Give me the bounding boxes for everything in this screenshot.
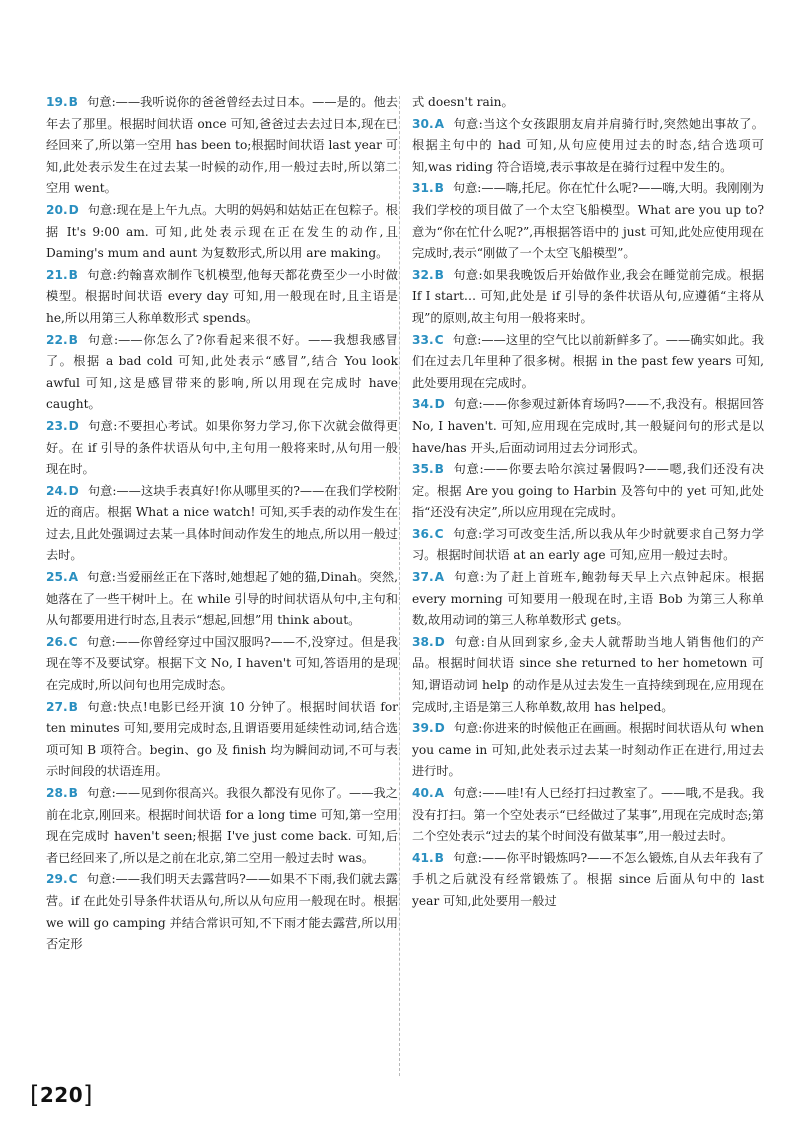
right-column [412, 92, 764, 913]
question-number: 24. [46, 483, 68, 498]
answer-item [412, 632, 764, 718]
answer-letter: B [68, 699, 78, 714]
explanation-text: 句意:你进来的时候他正在画画。根据时间状语从句 when you came in 可知,此处表示过去某一时刻动作正在进行,用过去进行时。 [412, 721, 764, 779]
page-number-value: 220 [39, 1083, 84, 1107]
answer-letter: C [68, 634, 78, 649]
answer-item [412, 718, 764, 783]
explanation-text: 句意:不要担心考试。如果你努力学习,你下次就会做得更好。在 if 引导的条件状语从句中,主句用一般将来时,从句用一般现在时。 [46, 418, 398, 477]
explanation-text: 句意:——你曾经穿过中国汉服吗?——不,没穿过。但是我现在等不及要试穿。根据下文 No, I haven't 可知,答语用的是现在完成时,所以问句也用完成时态。 [46, 634, 398, 693]
answer-item [412, 783, 764, 848]
answer-item [412, 848, 764, 913]
answer-item [46, 632, 398, 697]
explanation-text: 句意:现在是上午九点。大明的妈妈和姑姑正在包粽子。根据 It's 9:00 am. 可知,此处表示现在正在发生的动作,且 Daming's mum and aunt 为复数形式,所以用 are making。 [46, 202, 398, 261]
question-number: 25. [46, 570, 68, 585]
answer-letter: B [434, 181, 444, 196]
answer-item [46, 697, 398, 783]
answer-letter: B [68, 95, 78, 109]
answer-item [412, 265, 764, 330]
question-number: 41. [412, 850, 434, 865]
question-number: 39. [412, 721, 434, 736]
question-number: 40. [412, 786, 434, 800]
question-number: 22. [46, 332, 68, 347]
explanation-text: 句意:——我们明天去露营吗?——如果不下雨,我们就去露营。if 在此处引导条件状语从句,所以从句应用一般现在时。根据 we will go camping 并结合常识可知,不下雨才能去露营,所以用否定形 [46, 872, 398, 952]
question-number: 35. [412, 462, 434, 477]
left-column [46, 92, 398, 956]
answer-item [412, 330, 764, 395]
answer-letter: B [434, 267, 444, 282]
answer-item [46, 265, 398, 330]
explanation-text: 句意:——你怎么了?你看起来很不好。——我想我感冒了。根据 a bad cold 可知,此处表示“感冒”,结合 You look awful 可知,这是感冒带来的影响,所以用现在完成时 have caught。 [46, 332, 398, 412]
answer-letter: D [434, 634, 445, 649]
answer-item [412, 459, 764, 524]
answer-letter: D [68, 202, 79, 217]
answer-item [412, 114, 764, 179]
answer-letter: B [434, 850, 444, 865]
explanation-text: 句意:——这里的空气比以前新鲜多了。——确实如此。我们在过去几年里种了很多树。根据 in the past few years 可知,此处要用现在完成时。 [412, 332, 764, 390]
explanation-text: 句意:当爱丽丝正在下落时,她想起了她的猫,Dinah。突然,她落在了一些干树叶上。在 while 引导的时间状语从句中,主句和从句都要用进行时态,且表示“想起,回想”用 think about。 [46, 570, 398, 628]
answer-letter: D [68, 418, 79, 433]
answer-letter: B [68, 332, 78, 347]
answer-letter: B [68, 267, 78, 282]
answer-letter: A [434, 786, 445, 800]
question-number: 20. [46, 202, 68, 217]
answer-item [412, 394, 764, 459]
answer-letter: A [68, 570, 79, 585]
explanation-text: 句意:——嗨,托尼。你在忙什么呢?——嗨,大明。我刚刚为我们学校的项目做了一个太空飞船模型。What are you up to? 意为“你在忙什么呢?”,再根据答语中的 just 可知,此处应使用现在完成时,表示“刚做了一个太空飞船模型”。 [412, 181, 764, 261]
answer-item [46, 92, 398, 200]
question-number: 28. [46, 786, 68, 800]
answer-letter: D [68, 483, 79, 498]
answer-item [46, 783, 398, 869]
answer-letter: D [434, 721, 445, 736]
question-number: 37. [412, 570, 434, 585]
answer-item [412, 92, 764, 114]
explanation-text: 句意:——你参观过新体育场吗?——不,我没有。根据回答 No, I haven't. 可知,应用现在完成时,其一般疑问句的形式是以 have/has 开头,后面动词用过去分词形式。 [412, 397, 764, 455]
explanation-text: 句意:——见到你很高兴。我很久都没有见你了。——我之前在北京,刚回来。根据时间状语 for a long time 可知,第一空用现在完成时 haven't seen;根据 I've just come back. 可知,后者已经回来了,所以是之前在北京,第二空用一般过去时 was。 [46, 786, 398, 865]
answer-letter: B [68, 786, 78, 800]
answer-letter: A [434, 116, 445, 131]
question-number: 23. [46, 418, 68, 433]
question-number: 29. [46, 872, 68, 887]
question-number: 38. [412, 634, 434, 649]
question-number: 32. [412, 267, 434, 282]
answer-item [46, 330, 398, 416]
question-number: 31. [412, 181, 434, 196]
question-number: 26. [46, 634, 68, 649]
answer-item [412, 178, 764, 264]
explanation-text: 句意:——你要去哈尔滨过暑假吗?——嗯,我们还没有决定。根据 Are you going to Harbin 及答句中的 yet 可知,此处指“还没有决定”,所以应用现在完成时。 [412, 462, 764, 520]
answer-item [412, 567, 764, 632]
explanation-text: 句意:——这块手表真好!你从哪里买的?——在我们学校附近的商店。根据 What a nice watch! 可知,买手表的动作发生在过去,且此处强调过去某一具体时间动作发生的地点,所以用一般过去时。 [46, 483, 398, 563]
answer-letter: C [434, 526, 444, 541]
answer-letter: B [434, 462, 444, 477]
answer-item [46, 416, 398, 481]
answer-letter: C [434, 332, 444, 347]
question-number: 34. [412, 397, 434, 412]
column-divider [399, 96, 400, 1076]
explanation-text: 句意:当这个女孩跟朋友肩并肩骑行时,突然她出事故了。根据主句中的 had 可知,从句应使用过去的时态,结合选项可知,was riding 符合语境,表示事故是在骑行过程中发生的。 [412, 116, 764, 174]
question-number: 19. [46, 95, 68, 109]
explanation-text: 句意:为了赶上首班车,鲍勃每天早上六点钟起床。根据 every morning 可知要用一般现在时,主语 Bob 为第三人称单数,故用动词的第三人称单数形式 gets。 [412, 570, 764, 628]
explanation-text: 式 doesn't rain。 [412, 95, 514, 109]
explanation-text: 句意:学习可改变生活,所以我从年少时就要求自己努力学习。根据时间状语 at an early age 可知,应用一般过去时。 [412, 526, 764, 563]
answer-letter: D [434, 397, 445, 412]
answer-item [46, 567, 398, 632]
answer-item [46, 200, 398, 265]
explanation-text: 句意:——你平时锻炼吗?——不怎么锻炼,自从去年我有了手机之后就没有经常锻炼了。根据 since 后面从句中的 last year 可知,此处要用一般过 [412, 850, 764, 908]
explanation-text: 句意:快点!电影已经开演 10 分钟了。根据时间状语 for ten minutes 可知,要用完成时态,且谓语要用延续性动词,结合选项可知 B 项符合。begin、go 及 finish 均为瞬间动词,不可与表示时间段的状语连用。 [46, 699, 398, 779]
answer-letter: A [434, 570, 445, 585]
answer-item [46, 481, 398, 567]
explanation-text: 句意:如果我晚饭后开始做作业,我会在睡觉前完成。根据 If I start… 可知,此处是 if 引导的条件状语从句,应遵循“主将从现”的原则,故主句用一般将来时。 [412, 267, 764, 325]
answer-letter: C [68, 872, 78, 887]
explanation-text: 句意:——哇!有人已经打扫过教室了。——哦,不是我。我没有打扫。第一个空处表示“已经做过了某事”,用现在完成时态;第二个空处表示“过去的某个时间没有做某事”,用一般过去时。 [412, 786, 764, 844]
question-number: 33. [412, 332, 434, 347]
explanation-text: 句意:自从回到家乡,金夫人就帮助当地人销售他们的产品。根据时间状语 since she returned to her hometown 可知,谓语动词 help 的动作是从过去发生一直持续到现在,应用现在完成时,主语是第三人称单数,故用 has helped。 [412, 634, 764, 714]
question-number: 36. [412, 526, 434, 541]
question-number: 30. [412, 116, 434, 131]
answer-item [412, 524, 764, 567]
question-number: 27. [46, 699, 68, 714]
question-number: 21. [46, 267, 68, 282]
page-number: [220] [30, 1081, 93, 1109]
explanation-text: 句意:约翰喜欢制作飞机模型,他每天都花费至少一小时做模型。根据时间状语 every day 可知,用一般现在时,且主语是 he,所以用第三人称单数形式 spends。 [46, 267, 398, 325]
answer-item [46, 869, 398, 955]
explanation-text: 句意:——我听说你的爸爸曾经去过日本。——是的。他去年去了那里。根据时间状语 once 可知,爸爸过去去过日本,现在已经回来了,所以第一空用 has been to;根据时间状语 last year 可知,此处表示发生在过去某一时候的动作,用一般过去时,所以第二空用 went。 [46, 95, 398, 196]
